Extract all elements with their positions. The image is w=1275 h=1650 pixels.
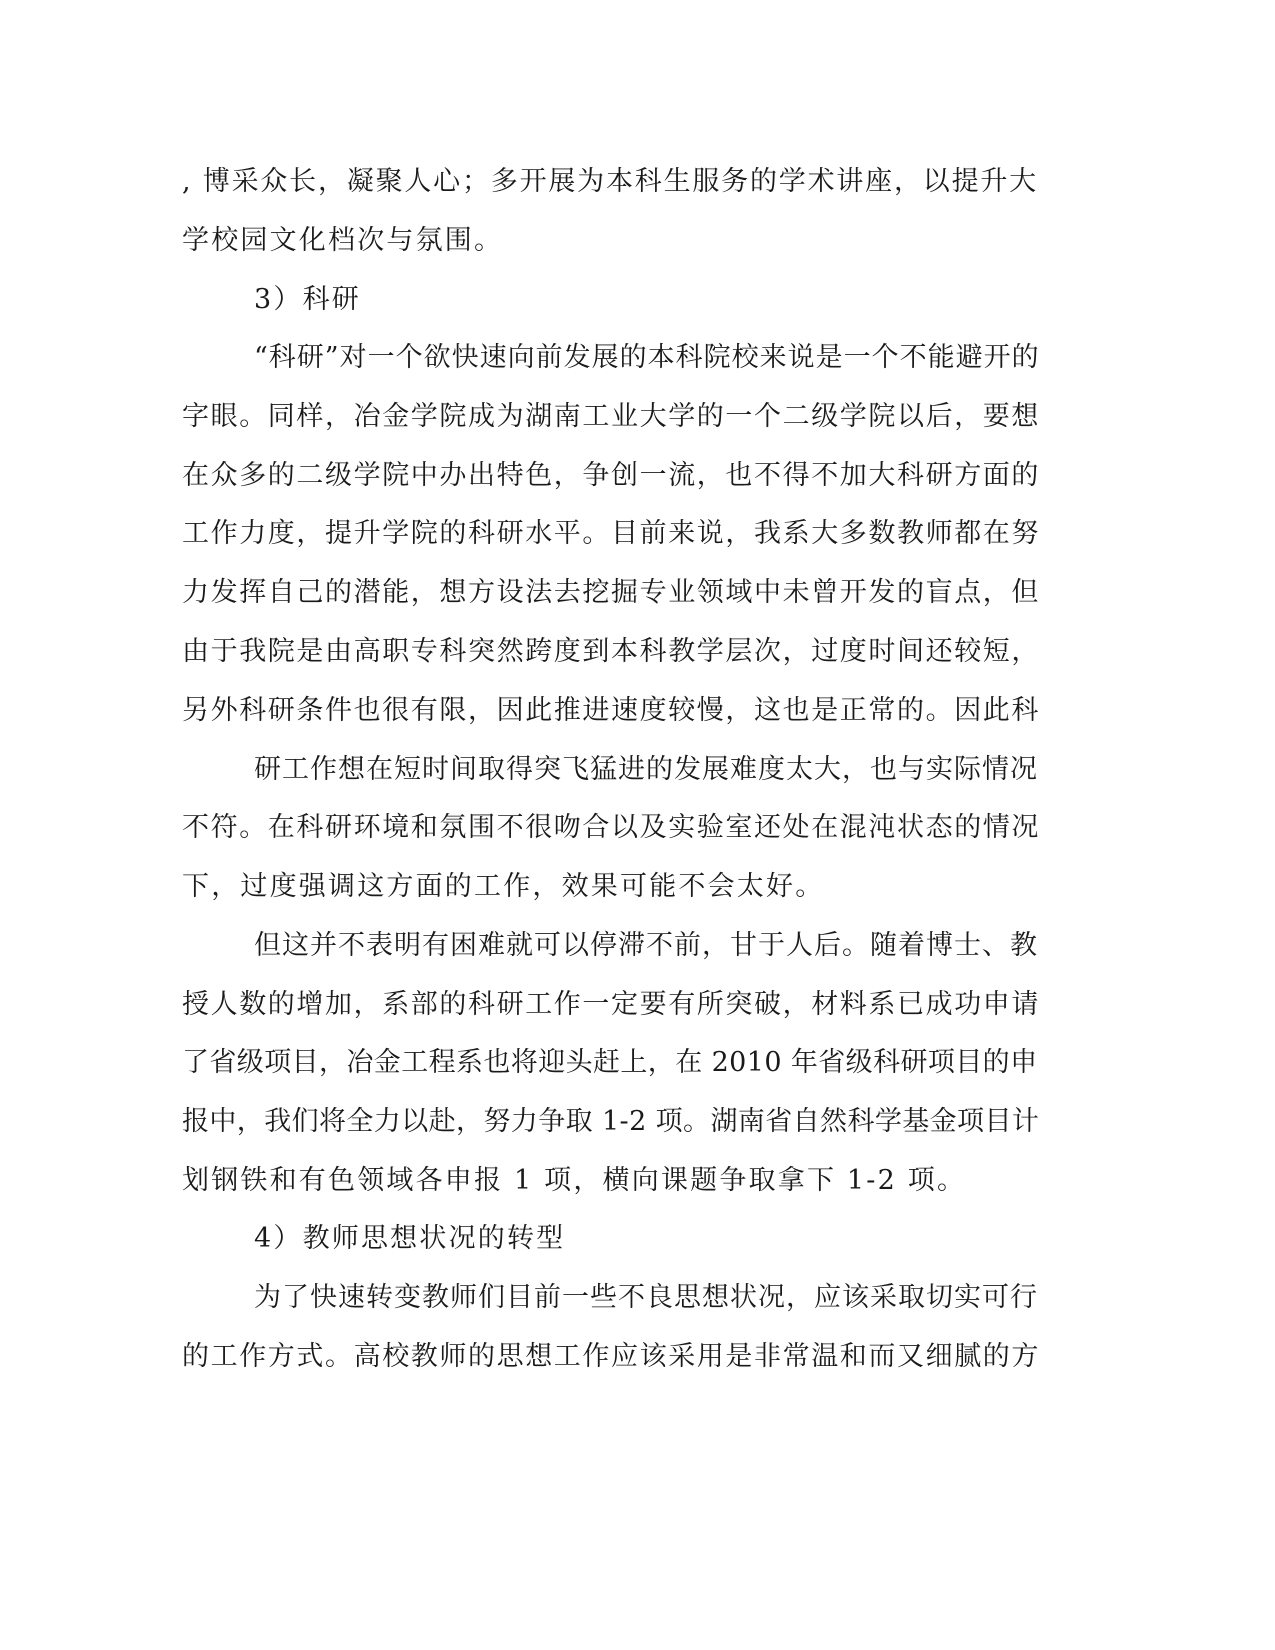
text-line: 另外科研条件也很有限，因此推进速度较慢，这也是正常的。因此科 — [182, 695, 1040, 726]
text-line: 研工作想在短时间取得突飞猛进的发展难度太大，也与实际情况 — [254, 754, 1038, 785]
text-line: 但这并不表明有困难就可以停滞不前，甘于人后。随着博士、教 — [254, 930, 1038, 961]
section-heading: 3）科研 — [254, 284, 361, 315]
text-line: , 博采众长，凝聚人心；多开展为本科生服务的学术讲座，以提升大 — [182, 166, 1038, 197]
text-line: 不符。在科研环境和氛围不很吻合以及实验室还处在混沌状态的情况 — [182, 812, 1040, 843]
text-line: 工作力度，提升学院的科研水平。目前来说，我系大多数教师都在努 — [182, 518, 1040, 549]
text-line: 学校园文化档次与氛围。 — [182, 225, 504, 256]
text-line: 划钢铁和有色领域各申报 1 项，横向课题争取拿下 1-2 项。 — [182, 1165, 967, 1196]
text-line: “科研”对一个欲快速向前发展的本科院校来说是一个不能避开的 — [254, 342, 1040, 373]
section-heading: 4）教师思想状况的转型 — [254, 1223, 566, 1254]
text-line: 为了快速转变教师们目前一些不良思想状况，应该采取切实可行 — [254, 1282, 1038, 1313]
text-line: 的工作方式。高校教师的思想工作应该采用是非常温和而又细腻的方 — [182, 1341, 1040, 1372]
text-line: 力发挥自己的潜能，想方设法去挖掘专业领域中未曾开发的盲点，但 — [182, 577, 1040, 608]
text-line: 字眼。同样，冶金学院成为湖南工业大学的一个二级学院以后，要想 — [182, 401, 1040, 432]
text-line: 了省级项目，冶金工程系也将迎头赶上，在 2010 年省级科研项目的申 — [182, 1047, 1038, 1078]
text-line: 授人数的增加，系部的科研工作一定要有所突破，材料系已成功申请 — [182, 989, 1040, 1020]
text-line: 下，过度强调这方面的工作，效果可能不会太好。 — [182, 871, 825, 902]
text-line: 由于我院是由高职专科突然跨度到本科教学层次，过度时间还较短， — [182, 636, 1040, 667]
text-line: 报中，我们将全力以赴，努力争取 1-2 项。湖南省自然科学基金项目计 — [182, 1106, 1040, 1137]
text-line: 在众多的二级学院中办出特色，争创一流，也不得不加大科研方面的 — [182, 460, 1040, 491]
